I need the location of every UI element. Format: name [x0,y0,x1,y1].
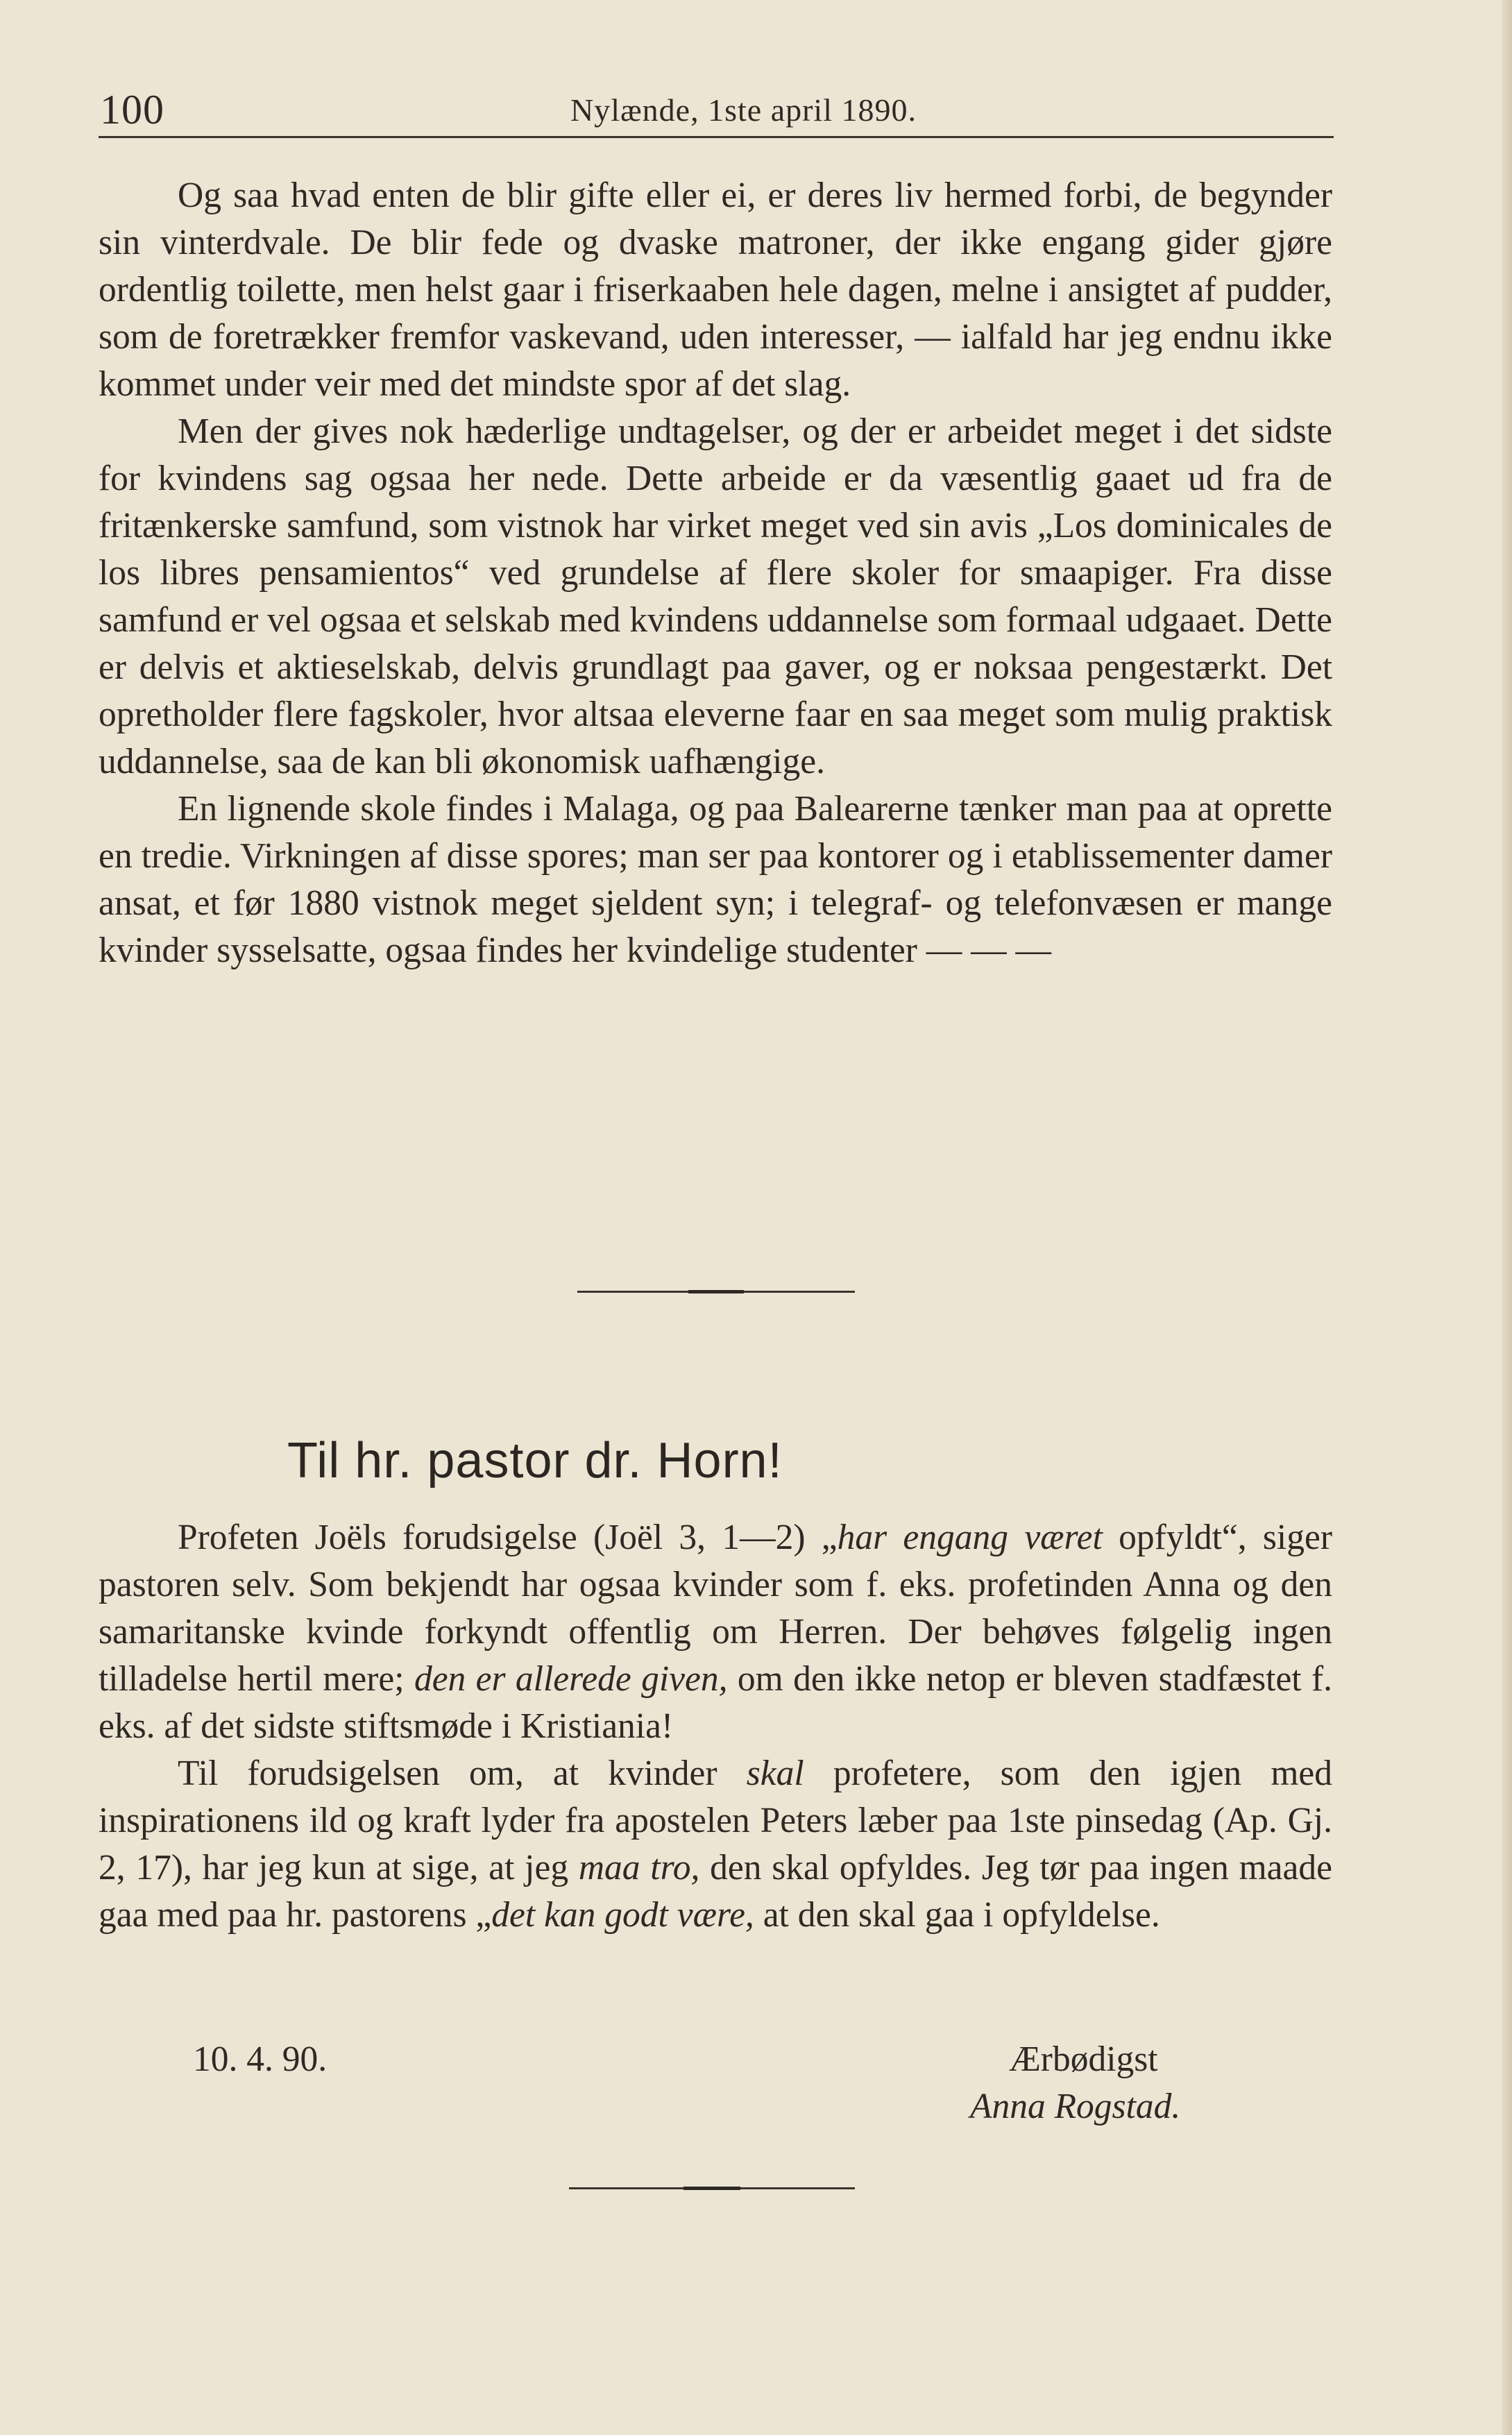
letter-greeting: Ærbødigst [1009,2039,1158,2079]
page-number: 100 [100,87,164,133]
letter-body [99,1514,1332,1939]
page-edge-shadow [1502,0,1512,2435]
paragraph: En lignende skole findes i Malaga, og paa Balearerne tænker man paa at oprette en tredie. Virkningen af disse spores; man ser paa kontorer og i etablissementer damer ansat, et før 1880 vistnok meget sjeldent syn; i telegraf- og telefonvæsen er mange kvinder sysselsatte, ogsaa findes her kvindelige studenter — — — [99,789,1332,970]
header-rule [99,136,1334,138]
letter-closing [99,2036,1332,2133]
paragraph: Til forudsigelsen om, at kvinder skal profetere, som den igjen med inspirationens ild og kraft lyder fra apostelen Peters læber paa 1ste pinsedag (Ap. Gj. 2, 17), har jeg kun at sige, at jeg maa tro, den skal opfyldes. Jeg tør paa ingen maade gaa med paa hr. pastorens „det kan godt være, at den skal gaa i opfyldelse. [99,1754,1332,1935]
paragraph: Og saa hvad enten de blir gifte eller ei, er deres liv hermed forbi, de begynder sin vinterdvale. De blir fede og dvaske matroner, der ikke engang gider gjøre ordentlig toilette, men helst gaar i friserkaaben hele dagen, melne i ansigtet af pudder, som de foretrækker fremfor vaskevand, uden interesser, — ialfald har jeg endnu ikke kommet under veir med det mindste spor af det slag. [99,176,1332,404]
letter-signature: Anna Rogstad. [970,2087,1181,2126]
section-separator [577,1291,855,1293]
section-separator [569,2187,855,2189]
page-header [99,82,1334,137]
running-title: Nylænde, 1ste april 1890. [570,92,917,128]
paragraph: Men der gives nok hæderlige undtagelser, og der er arbeidet meget i det sidste for kvindens sag ogsaa her nede. Dette arbeide er da væsentlig gaaet ud fra de fritænkerske samfund, som vistnok har virket meget ved sin avis „Los dominicales de los libres pensamientos“ ved grundelse af flere skoler for smaapiger. Fra disse samfund er vel ogsaa et selskab med kvindens uddannelse som formaal udgaaet. Dette er delvis et aktieselskab, delvis grundlagt paa gaver, og er noksaa pengestærkt. Det opretholder flere fagskoler, hvor altsaa eleverne faar en saa meget som mulig praktisk uddannelse, saa de kan bli økonomisk uafhængige. [99,412,1332,781]
article-continuation [99,172,1332,974]
article-heading: Til hr. pastor dr. Horn! [287,1433,783,1488]
emphasis: det kan godt være, [491,1895,754,1935]
emphasis: den er allerede given, [414,1659,728,1699]
emphasis: har engang været [837,1518,1103,1557]
paragraph: Profeten Joëls forudsigelse (Joël 3, 1—2) „har engang været opfyldt“, siger pastoren selv. Som bekjendt har ogsaa kvinder som f. eks. profetinden Anna og den samaritanske kvinde forkyndt offentlig om Herren. Der behøves følgelig ingen tilladelse hertil mere; den er allerede given, om den ikke netop er bleven stadfæstet f. eks. af det sidste stiftsmøde i Kristiania! [99,1518,1333,1746]
emphasis: skal [746,1754,804,1793]
letter-date: 10. 4. 90. [193,2039,328,2079]
emphasis: maa tro, [578,1848,700,1887]
